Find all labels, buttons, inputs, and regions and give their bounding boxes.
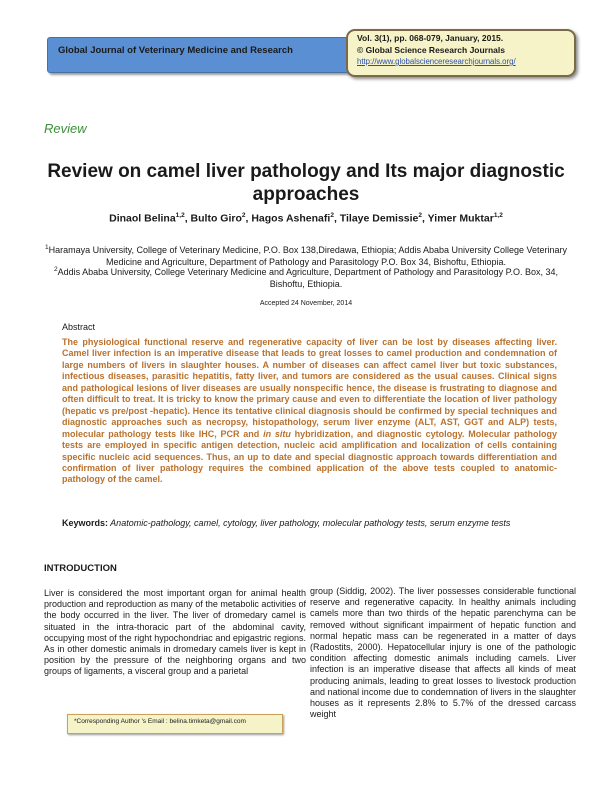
introduction-left-column: Liver is considered the most important organ for animal health production and reproduction as many of the metabolic activities of the body occurred in the liver. The liver of dromedary camel is situated in the intra-thoracic part of the abdominal cavity, occupying most of the right hypochondriac and epigastric regions. As in other domestic animals in dromedary camels liver is kept in position by the pressure of the neighboring organs and two groups of ligaments, a visceral group and a parietal: [44, 588, 306, 677]
author-name: Dinaol Belina: [109, 212, 176, 225]
author-separator: ,: [333, 212, 340, 225]
affiliation-2: [40, 264, 572, 290]
affiliation-mark: 2: [53, 266, 58, 273]
copyright-line: © Global Science Research Journals: [357, 45, 505, 55]
affiliation-text: Addis Ababa University, College Veterinary Medicine and Agriculture, Department of Pathology and Parasitology P.O. Box, 34, Bishoftu, Ethiopia.: [57, 267, 559, 289]
keywords: [62, 517, 557, 529]
section-label: Review: [44, 121, 87, 136]
corresponding-author-email: *Corresponding Author 's Email : belina.timketa@gmail.com: [74, 718, 246, 725]
author-name: Bulto Giro: [190, 212, 242, 225]
keywords-label: Keywords:: [62, 518, 109, 528]
author-separator: ,: [184, 212, 191, 225]
abstract-heading: Abstract: [62, 322, 96, 332]
author-affiliation-mark: 2: [330, 212, 334, 219]
introduction-right-column: group (Siddig, 2002). The liver possesses considerable functional reserve and regenerative capacity. In healthy animals including camels more than two thirds of the hepatic parenchyma can be removed without significant impairment of hepatic function and normal hepatic mass can be regenerated in a matter of days (Radostits, 2000). Hepatocellular injury is one of the pathologic condition affecting domestic animals including camels. Liver infection is an imperative disease that affects all kinds of meat producing animals, leading to great losses to livestock production and national income due to condemnation of livers in the slaughter houses as it represents 2.8% to 5.7% of the dressed carcass weight: [310, 586, 576, 720]
journal-url-link[interactable]: http://www.globalscienceresearchjournals.org/: [357, 57, 516, 66]
affiliation-mark: 1: [44, 244, 49, 251]
author-separator: ,: [422, 212, 428, 225]
affiliation-text: Haramaya University, College of Veterinary Medicine, P.O. Box 138,Diredawa, Ethiopia; Addis Ababa University College Veterinary Medicine and Agriculture, Department of Pathology and Parasitology P.O. Box 34, Bishoftu, Ethiopia.: [48, 245, 568, 267]
abstract-text-part: The physiological functional reserve and regenerative capacity of liver can be lost by diseases affecting liver. Camel liver infection is an imperative disease that leads to great losses to camel production and condemnation of large numbers of livers in slaughter houses. A number of diseases can affect camel liver but toxic substances, infectious diseases, parasitic hepatitis, fatty liver, and tumors are considered as the usual causes. Clinical signs and pathological lesions of liver diseases are usually nonspecific hence, the disease is frustrating to diagnose and often difficult to treat. It is tricky to know the primary cause and even to differentiate the location of liver pathology (hepatic vs pre/post -hepatic). Hence its tentative clinical diagnosis should be confirmed by special techniques and diagnostic approaches such as necropsy, histopathology, serum liver enzyme (ALT, AST, GGT and ALP) tests, molecular pathology tests like IHC, PCR and: [62, 337, 557, 439]
author-affiliation-mark: 2: [418, 212, 423, 219]
author-affiliation-mark: 1,2: [493, 212, 503, 219]
volume-line: Vol. 3(1), pp. 068-079, January, 2015.: [357, 33, 504, 43]
accepted-date: Accepted 24 November, 2014: [259, 300, 353, 307]
author-name: Yimer Muktar: [427, 212, 494, 225]
author-list: [40, 212, 572, 225]
introduction-heading: INTRODUCTION: [44, 563, 117, 574]
author-separator: ,: [245, 212, 252, 225]
keywords-text: Anatomic-pathology, camel, cytology, liver pathology, molecular pathology tests, serum enzyme tests: [108, 518, 511, 528]
author-affiliation-mark: 2: [241, 212, 246, 219]
author-name: Hagos Ashenafi: [251, 212, 331, 225]
abstract-text: [62, 337, 557, 486]
author-name: Tilaye Demissie: [339, 212, 419, 225]
author-affiliation-mark: 1,2: [175, 212, 185, 219]
abstract-italic-term: in situ: [263, 428, 291, 439]
journal-name: Global Journal of Veterinary Medicine and Research: [58, 45, 293, 56]
abstract-text-part: hybridization, and diagnostic cytology. Molecular pathology tests are employed in specific antigen detection, nucleic acid amplification and localization of cells containing specific nucleic acid sequences. Thus, an up to date and special diagnostic approach towards differentiation and confirmation of liver pathology requires the combined application of the above tests coupled to anatomic-pathology of the camel.: [62, 428, 557, 485]
paper-title: Review on camel liver pathology and Its major diagnostic approaches: [47, 161, 565, 205]
